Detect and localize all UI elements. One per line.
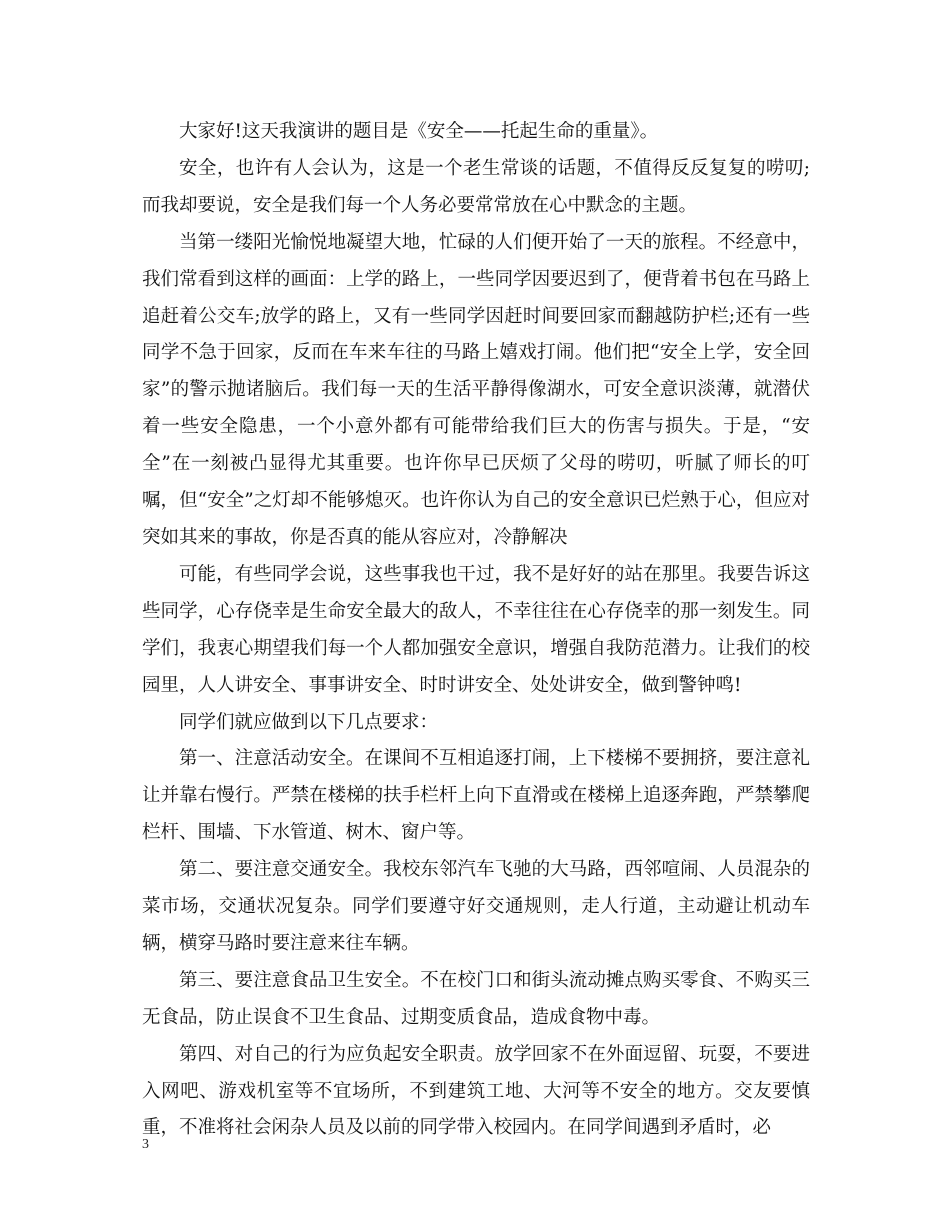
paragraph-activity-safety: 第一、注意活动安全。在课间不互相追逐打闹，上下楼梯不要拥挤，要注意礼让并靠右慢行。严禁在楼梯的扶手栏杆上向下直滑或在楼梯上追逐奔跑，严禁攀爬栏杆、围墙、下水管道、树木、窗户等。 [142, 748, 810, 844]
paragraph-traffic-safety: 第二、要注意交通安全。我校东邻汽车飞驰的大马路，西邻喧闹、人员混杂的菜市场，交通状况复杂。同学们要遵守好交通规则，走人行道，主动避让机动车辆，横穿马路时要注意来往车辆。 [142, 859, 810, 954]
paragraph-luck-warning: 可能，有些同学会说，这些事我也干过，我不是好好的站在那里。我要告诉这些同学，心存侥幸是生命安全最大的敌人，不幸往往在心存侥幸的那一刻发生。同学们，我衷心期望我们每一个人都加强安全意识，增强自我防范潜力。让我们的校园里，人人讲安全、事事讲安全、时时讲安全、处处讲安全，做到警钟鸣! [142, 563, 810, 696]
paragraph-behavior-responsibility: 第四、对自己的行为应负起安全职责。放学回家不在外面逗留、玩耍，不要进入网吧、游戏机室等不宜场所，不到建筑工地、大河等不安全的地方。交友要慎重，不准将社会闲杂人员及以前的同学带入校园内。在同学间遇到矛盾时，必 [142, 1043, 810, 1139]
body-text [142, 114, 810, 1147]
paragraph-food-safety: 第三、要注意食品卫生安全。不在校门口和街头流动摊点购买零食、不购买三无食品，防止误食不卫生食品、过期变质食品，造成食物中毒。 [142, 969, 810, 1028]
paragraph-morning-scene: 当第一缕阳光愉悦地凝望大地，忙碌的人们便开始了一天的旅程。不经意中，我们常看到这样的画面：上学的路上，一些同学因要迟到了，便背着书包在马路上追赶着公交车;放学的路上，又有一些同学因赶时间要回家而翻越防护栏;还有一些同学不急于回家，反而在车来车往的马路上嬉戏打闹。他们把“安全上学，安全回家”的警示抛诸脑后。我们每一天的生活平静得像湖水，可安全意识淡薄，就潜伏着一些安全隐患，一个小意外都有可能带给我们巨大的伤害与损失。于是，“安全”在一刻被凸显得尤其重要。也许你早已厌烦了父母的唠叨，听腻了师长的叮嘱，但“安全”之灯却不能够熄灭。也许你认为自己的安全意识已烂熟于心，但应对突如其来的事故，你是否真的能从容应对，冷静解决 [142, 231, 810, 548]
paragraph-requirements-intro: 同学们就应做到以下几点要求： [179, 711, 439, 733]
paragraph-safety-theme: 安全，也许有人会认为，这是一个老生常谈的话题，不值得反反复复的唠叨;而我却要说，安全是我们每一个人务必要常常放在心中默念的主题。 [142, 157, 810, 216]
page-number: 3 [142, 1137, 149, 1152]
paragraph-greeting: 大家好!这天我演讲的题目是《安全——托起生命的重量》。 [179, 121, 659, 142]
